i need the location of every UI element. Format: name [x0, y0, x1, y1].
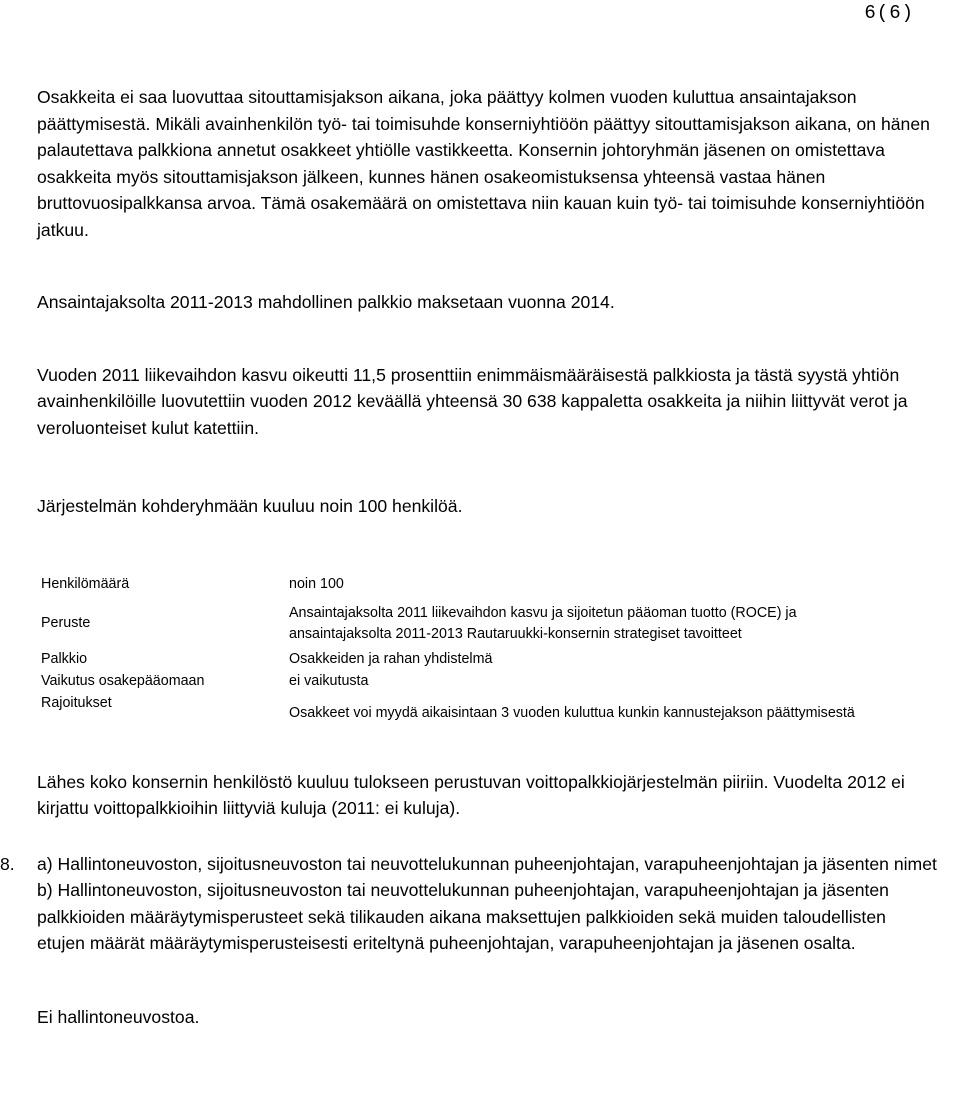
- summary-table: [37, 571, 869, 735]
- row-label: Palkkio: [41, 651, 88, 667]
- section-number: 8.: [0, 853, 15, 874]
- document-body: [0, 84, 937, 1030]
- row-value: Osakkeiden ja rahan yhdistelmä: [289, 651, 493, 667]
- section-note: Ei hallintoneuvostoa.: [37, 1006, 200, 1027]
- paragraph-share-restrictions: Osakkeita ei saa luovuttaa sitouttamisjakson aikana, joka päättyy kolmen vuoden kuluttua ansaintajakson päättymisestä. Mikäli avainhenkilön työ- tai toimisuhde konserniyhtiöön päättyy sitouttamisjakson aikana, on hänen palautettava palkkiona annetut osakkeet yhtiölle vastikkeetta. Konsernin johtoryhmän jäsenen on omistettava osakkeita myös sitouttamisjakson jälkeen, kunnes hänen osakeomistuksensa yhteensä vastaa hänen bruttovuosipalkkansa arvoa. Tämä osakemäärä on omistettava niin kauan kuin työ- tai toimisuhde konserniyhtiöön jatkuu.: [37, 87, 930, 240]
- table-row: [37, 599, 869, 649]
- table-row: [37, 693, 869, 735]
- section-8: [0, 851, 937, 1031]
- paragraph-target-group: Järjestelmän kohderyhmään kuuluu noin 100 henkilöä.: [37, 496, 463, 516]
- paragraph-payment-year: Ansaintajaksolta 2011-2013 mahdollinen palkkio maksetaan vuonna 2014.: [37, 292, 615, 312]
- row-label: Vaikutus osakepääomaan: [41, 673, 205, 689]
- table-row: [37, 671, 869, 693]
- row-label: Henkilömäärä: [41, 576, 130, 592]
- row-value: ei vaikutusta: [289, 673, 369, 689]
- page-number: 6(6): [864, 2, 914, 24]
- table-row: [37, 571, 869, 599]
- row-value: noin 100: [289, 576, 344, 592]
- table-row: [37, 649, 869, 671]
- paragraph-2011-result: Vuoden 2011 liikevaihdon kasvu oikeutti 11,5 prosenttiin enimmäismääräisestä palkkiosta ja tästä syystä yhtiön avainhenkilöille luovutettiin vuoden 2012 keväällä yhteensä 30 638 kappaletta osakkeita ja niihin liittyvät verot ja veroluonteiset kulut katettiin.: [37, 364, 908, 438]
- section-item-a: a) Hallintoneuvoston, sijoitusneuvoston tai neuvottelukunnan puheenjohtajan, varapuheenjohtajan ja jäsenten nimet: [37, 853, 937, 874]
- row-label: Peruste: [41, 615, 91, 631]
- row-value: Osakkeet voi myydä aikaisintaan 3 vuoden kuluttua kunkin kannustejakson päättymisestä: [289, 705, 855, 721]
- row-label: Rajoitukset: [41, 694, 112, 711]
- row-value: Ansaintajaksolta 2011 liikevaihdon kasvu ja sijoitetun pääoman tuotto (ROCE) ja ansaintajaksolta 2011-2013 Rautaruukki-konsernin strategiset tavoitteet: [289, 604, 797, 642]
- paragraph-profit-bonus: Lähes koko konsernin henkilöstö kuuluu tulokseen perustuvan voittopalkkiojärjestelmän piiriin. Vuodelta 2012 ei kirjattu voittopalkkioihin liittyviä kuluja (2011: ei kuluja).: [37, 771, 905, 818]
- section-item-b: b) Hallintoneuvoston, sijoitusneuvoston tai neuvottelukunnan puheenjohtajan, varapuheenjohtajan ja jäsenten palkkioiden määräytymisperusteet sekä tilikauden aikana maksettujen palkkioiden sekä muiden taloudellisten etujen määrät määräytymisperusteisesti eriteltynä puheenjohtajan, varapuheenjohtajan ja jäsenen osalta.: [37, 880, 889, 953]
